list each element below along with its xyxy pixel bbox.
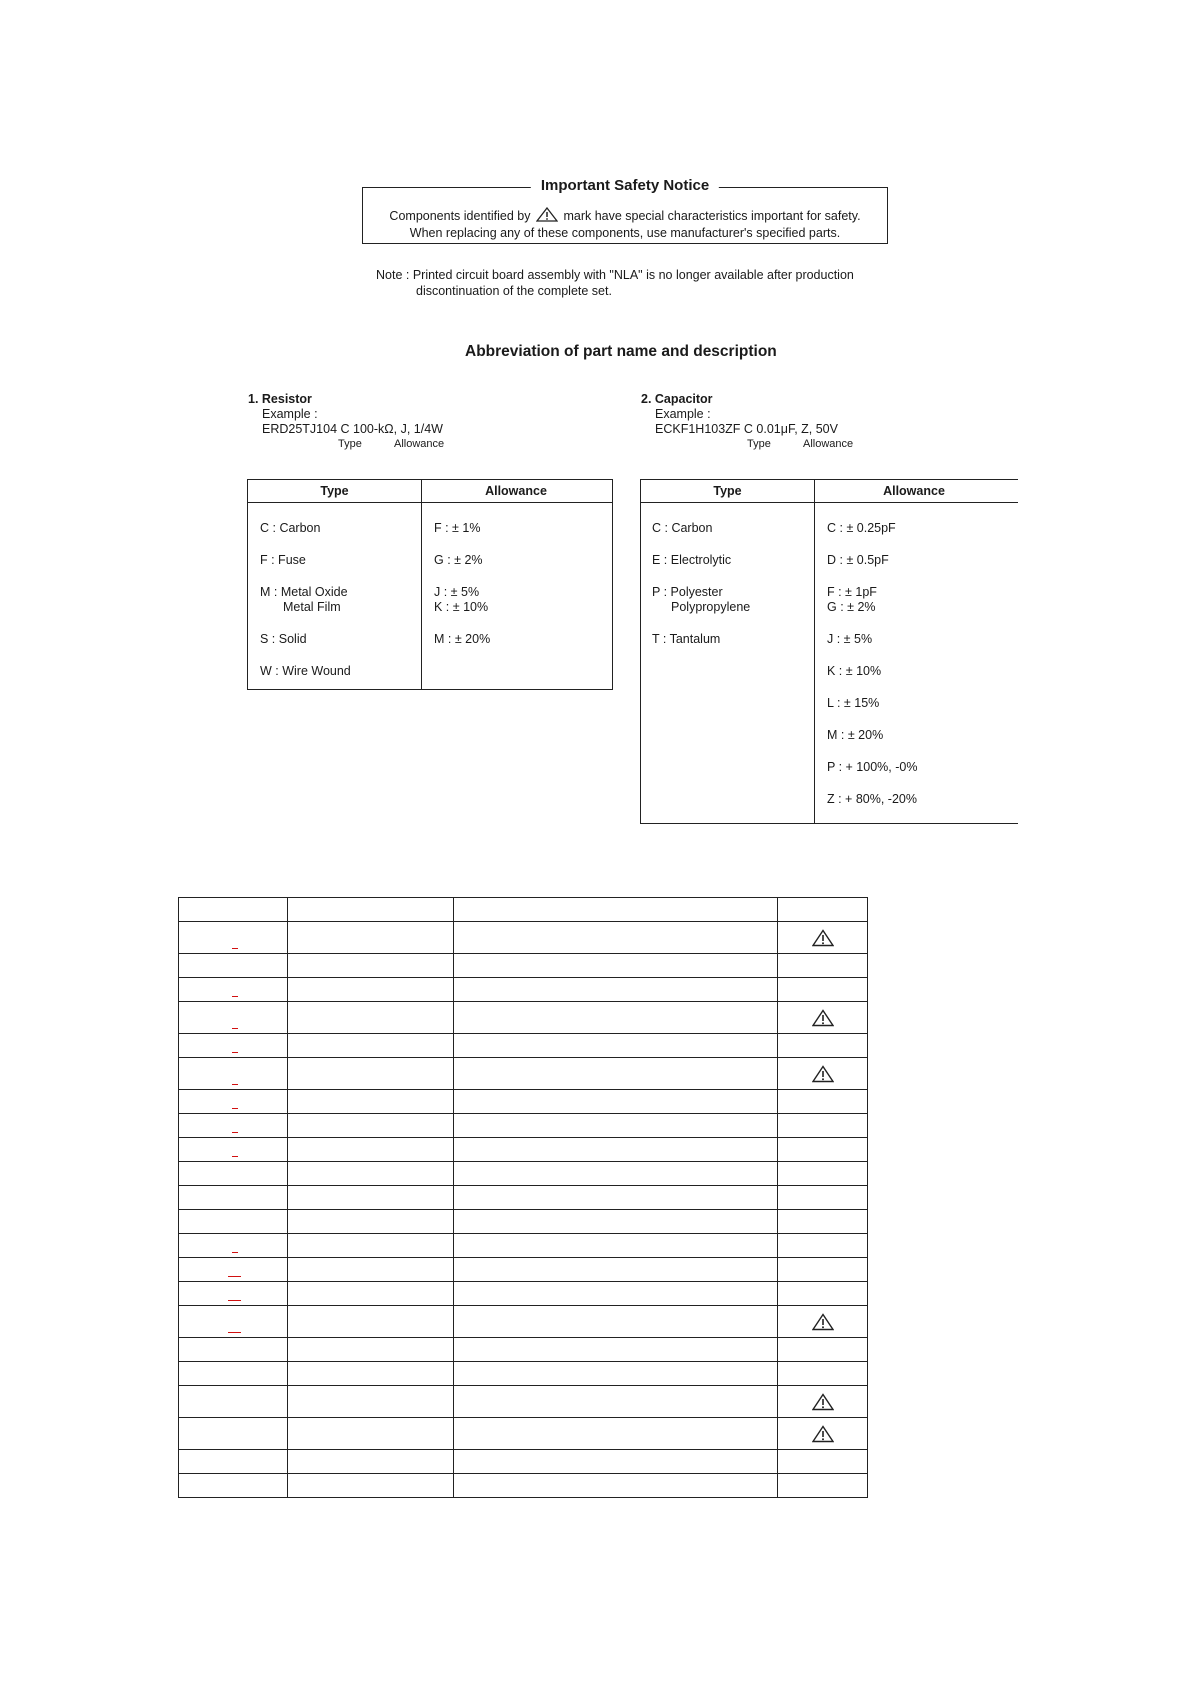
table-cell: [179, 1210, 288, 1234]
revision-mark: [232, 1028, 238, 1029]
table-cell: [454, 1090, 778, 1114]
capacitor-header-allowance: Allowance: [883, 484, 945, 498]
resistor-abbreviation-table: [247, 479, 613, 690]
table-row: [179, 1058, 868, 1090]
capacitor-abbreviation-table: [640, 479, 1018, 824]
capacitor-table-header: [641, 480, 1018, 503]
table-cell: [454, 1386, 778, 1418]
table-cell: [288, 1258, 454, 1282]
note-line-1: Note : Printed circuit board assembly with "NLA" is no longer available after production: [376, 268, 854, 282]
table-row: [179, 1002, 868, 1034]
table-cell: [778, 1338, 868, 1362]
capacitor-section: [641, 392, 854, 450]
table-row: [179, 1474, 868, 1498]
resistor-example-label: Example :: [262, 407, 318, 421]
table-cell: [288, 978, 454, 1002]
table-cell: [179, 1114, 288, 1138]
table-row: [179, 1210, 868, 1234]
table-cell: [179, 1306, 288, 1338]
table-cell: [179, 922, 288, 954]
safety-notice-line-2: When replacing any of these components, use manufacturer's specified parts.: [409, 226, 841, 240]
table-cell: [179, 1338, 288, 1362]
table-cell: [778, 1138, 868, 1162]
table-row: [179, 1034, 868, 1058]
table-cell: [454, 1034, 778, 1058]
capacitor-heading: 2. Capacitor: [641, 392, 713, 406]
table-cell: [179, 1058, 288, 1090]
table-cell: [454, 1114, 778, 1138]
table-cell: [778, 1002, 868, 1034]
table-cell: [288, 1090, 454, 1114]
table-cell: [778, 1034, 868, 1058]
table-cell: [288, 1114, 454, 1138]
safety-notice-box: [362, 177, 888, 244]
table-cell: [454, 1282, 778, 1306]
resistor-example: ERD25TJ104 C 100-kΩ, J, 1/4W: [262, 422, 443, 436]
table-cell: [454, 898, 778, 922]
revision-mark: [232, 948, 238, 949]
parts-list-table: [178, 897, 868, 1498]
table-cell: [454, 1362, 778, 1386]
resistor-type-wire-wound: W : Wire Wound: [260, 664, 351, 678]
capacitor-allowance-j: J : ± 5%: [827, 632, 873, 646]
table-cell: [778, 898, 868, 922]
table-cell: [288, 1282, 454, 1306]
table-cell: [288, 1386, 454, 1418]
table-cell: [778, 1282, 868, 1306]
capacitor-allowance-z: Z : + 80%, -20%: [827, 792, 917, 806]
table-cell: [179, 1282, 288, 1306]
table-cell: [288, 1002, 454, 1034]
table-cell: [179, 1386, 288, 1418]
capacitor-allowance-d: D : ± 0.5pF: [827, 553, 889, 567]
nla-note: [376, 267, 854, 299]
revision-mark: [232, 996, 238, 997]
resistor-type-label: Type: [338, 438, 362, 450]
table-cell: [179, 1138, 288, 1162]
revision-mark: [228, 1276, 241, 1277]
table-cell: [179, 1234, 288, 1258]
table-cell: [288, 1474, 454, 1498]
column-divider: [814, 480, 815, 823]
table-cell: [778, 922, 868, 954]
table-cell: [454, 1450, 778, 1474]
table-row: [179, 1338, 868, 1362]
table-cell: [778, 1234, 868, 1258]
table-cell: [179, 954, 288, 978]
table-cell: [288, 1418, 454, 1450]
resistor-type-solid: S : Solid: [260, 632, 307, 646]
capacitor-allowance-k: K : ± 10%: [827, 664, 882, 678]
table-cell: [288, 1210, 454, 1234]
revision-mark: [232, 1156, 238, 1157]
table-cell: [288, 1306, 454, 1338]
table-cell: [288, 898, 454, 922]
revision-mark: [232, 1132, 238, 1133]
table-cell: [179, 1034, 288, 1058]
capacitor-type-carbon: C : Carbon: [652, 521, 713, 535]
table-cell: [454, 1162, 778, 1186]
table-cell: [454, 1338, 778, 1362]
table-cell: [778, 1186, 868, 1210]
table-cell: [778, 978, 868, 1002]
warning-triangle-icon: [536, 207, 558, 222]
table-cell: [288, 1034, 454, 1058]
table-cell: [179, 1450, 288, 1474]
table-cell: [454, 954, 778, 978]
warning-triangle-icon: [812, 1393, 834, 1411]
safety-notice-text-b: mark have special characteristics important for safety.: [563, 209, 861, 223]
table-cell: [454, 1186, 778, 1210]
table-cell: [778, 1090, 868, 1114]
table-cell: [778, 1386, 868, 1418]
warning-triangle-icon: [812, 929, 834, 947]
table-cell: [179, 898, 288, 922]
warning-triangle-icon: [812, 1313, 834, 1331]
table-cell: [778, 1258, 868, 1282]
table-cell: [778, 1474, 868, 1498]
capacitor-allowance-c: C : ± 0.25pF: [827, 521, 896, 535]
table-cell: [179, 978, 288, 1002]
table-row: [179, 1306, 868, 1338]
table-cell: [454, 1306, 778, 1338]
table-cell: [288, 922, 454, 954]
revision-mark: [232, 1052, 238, 1053]
resistor-allowance-f: F : ± 1%: [434, 521, 481, 535]
table-cell: [288, 1234, 454, 1258]
safety-notice-line-1: [363, 207, 887, 223]
resistor-allowance-j-k: J : ± 5% K : ± 10%: [434, 585, 489, 614]
table-cell: [288, 1162, 454, 1186]
capacitor-allowance-m: M : ± 20%: [827, 728, 884, 742]
table-cell: [454, 1138, 778, 1162]
table-row: [179, 1386, 868, 1418]
revision-mark: [232, 1252, 238, 1253]
table-row: [179, 1114, 868, 1138]
table-cell: [288, 1450, 454, 1474]
table-row: [179, 1258, 868, 1282]
safety-notice-text-a: Components identified by: [389, 209, 531, 223]
table-cell: [454, 1234, 778, 1258]
capacitor-allowance-p: P : + 100%, -0%: [827, 760, 918, 774]
resistor-type-fuse: F : Fuse: [260, 553, 306, 567]
capacitor-type-label: Type: [747, 438, 771, 450]
table-cell: [288, 954, 454, 978]
table-cell: [179, 1002, 288, 1034]
table-cell: [454, 1058, 778, 1090]
table-cell: [179, 1474, 288, 1498]
resistor-allowance-g: G : ± 2%: [434, 553, 483, 567]
resistor-table-header: [248, 480, 612, 503]
table-cell: [454, 1474, 778, 1498]
resistor-type-carbon: C : Carbon: [260, 521, 321, 535]
table-cell: [179, 1418, 288, 1450]
table-cell: [778, 1114, 868, 1138]
abbreviation-title: Abbreviation of part name and description: [465, 343, 777, 360]
table-cell: [179, 1362, 288, 1386]
table-cell: [179, 1090, 288, 1114]
table-row: [179, 978, 868, 1002]
table-cell: [778, 1210, 868, 1234]
table-cell: [778, 1450, 868, 1474]
capacitor-allowance-f-g: F : ± 1pF G : ± 2%: [827, 585, 877, 614]
table-cell: [454, 1418, 778, 1450]
table-row: [179, 1186, 868, 1210]
table-cell: [179, 1186, 288, 1210]
capacitor-example-label: Example :: [655, 407, 711, 421]
table-cell: [288, 1186, 454, 1210]
resistor-heading: 1. Resistor: [248, 392, 312, 406]
table-row: [179, 1138, 868, 1162]
warning-triangle-icon: [812, 1065, 834, 1083]
revision-mark: [228, 1332, 241, 1333]
capacitor-header-type: Type: [713, 484, 742, 498]
resistor-allowance-m: M : ± 20%: [434, 632, 491, 646]
table-cell: [179, 1162, 288, 1186]
table-cell: [179, 1258, 288, 1282]
table-row: [179, 1418, 868, 1450]
warning-triangle-icon: [812, 1009, 834, 1027]
resistor-allowance-label: Allowance: [394, 438, 445, 450]
warning-triangle-icon: [812, 1425, 834, 1443]
table-cell: [288, 1338, 454, 1362]
resistor-header-allowance: Allowance: [485, 484, 547, 498]
table-cell: [778, 1362, 868, 1386]
column-divider: [421, 480, 422, 689]
revision-mark: [232, 1084, 238, 1085]
resistor-type-metal-oxide: M : Metal Oxide Metal Film: [260, 585, 348, 614]
table-cell: [288, 1058, 454, 1090]
capacitor-allowance-label: Allowance: [803, 438, 854, 450]
table-row: [179, 1162, 868, 1186]
table-cell: [454, 1002, 778, 1034]
table-row: [179, 922, 868, 954]
capacitor-example: ECKF1H103ZF C 0.01μF, Z, 50V: [655, 422, 838, 436]
table-cell: [778, 1306, 868, 1338]
capacitor-type-tantalum: T : Tantalum: [652, 632, 721, 646]
table-cell: [778, 1058, 868, 1090]
table-cell: [288, 1138, 454, 1162]
table-row: [179, 954, 868, 978]
revision-mark: [228, 1300, 241, 1301]
table-cell: [454, 1258, 778, 1282]
resistor-section: [248, 392, 443, 450]
table-row: [179, 1282, 868, 1306]
note-line-2: discontinuation of the complete set.: [416, 284, 612, 298]
table-cell: [454, 978, 778, 1002]
safety-notice-title: Important Safety Notice: [531, 177, 719, 194]
table-cell: [778, 1418, 868, 1450]
table-cell: [778, 1162, 868, 1186]
table-row: [179, 1234, 868, 1258]
capacitor-allowance-l: L : ± 15%: [827, 696, 880, 710]
table-row: [179, 1450, 868, 1474]
resistor-header-type: Type: [320, 484, 349, 498]
revision-mark: [232, 1108, 238, 1109]
table-row: [179, 1362, 868, 1386]
capacitor-type-polyester: P : Polyester Polypropylene: [652, 585, 751, 614]
table-row: [179, 1090, 868, 1114]
capacitor-type-electrolytic: E : Electrolytic: [652, 553, 732, 567]
table-cell: [454, 922, 778, 954]
table-row: [179, 898, 868, 922]
table-cell: [288, 1362, 454, 1386]
table-cell: [778, 954, 868, 978]
table-cell: [454, 1210, 778, 1234]
